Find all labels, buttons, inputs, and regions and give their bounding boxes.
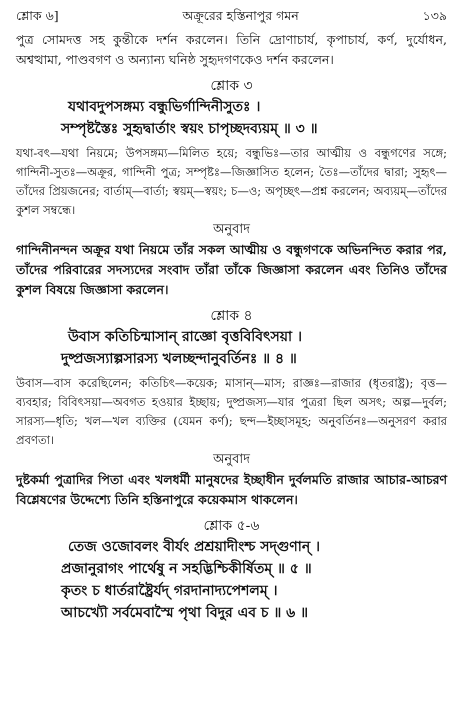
translation-text: গান্দিনীনন্দন অক্রূর যথা নিয়মে তাঁর সকল আত্মীয় ও বন্ধুগণকে অভিনন্দিত করার পর, তাঁদের পরিবারের সদস্যদের সংবাদ তাঁরা তাঁকে জিজ্ঞাসা করলেন এবং তিনিও তাঁদের কুশল বিষয়ে জিজ্ঞাসা করলেন। [16, 242, 447, 297]
verse-heading: শ্লোক ৩ [210, 78, 253, 94]
translation-text: দুষ্টকর্মা পুত্রাদির পিতা এবং খলধর্মী মানুষদের ইচ্ছাধীন দুর্বলমতি রাজার আচার-আচরণ বিশ্লেষণের উদ্দেশ্যে তিনি হস্তিনাপুরে কয়েকমাস থাকলেন। [16, 472, 447, 507]
verse-line: সম্পৃষ্টস্তৈঃ সুহৃদ্বার্তাং স্বয়ং চাপৃচ্ছদব্যয়ম্ ॥ ৩ ॥ [61, 121, 318, 137]
verse-heading: শ্লোক ৫-৬ [203, 518, 260, 534]
section-verse-5-6 [16, 516, 447, 624]
verse-line: কৃতং চ ধার্তরাষ্ট্রৈর্যদ্ গরদানাদ্যপেশলম্ । [61, 583, 278, 599]
synonyms-text: যথা-বৎ—যথা নিয়মে; উপসঙ্গম্য—মিলিত হয়ে; বন্ধুভিঃ—তার আত্মীয় ও বন্ধুগণের সঙ্গে; গান্দিনী-সুতঃ—অক্রূর, গান্দিনী পুত্র; সম্পৃষ্টঃ—জিজ্ঞাসিত হলেন; তৈঃ—তাঁদের দ্বারা; সুহৃৎ—তাঁদের প্রিয়জনের; বার্তাম্—বার্তা; স্বয়ম্—স্বয়ং; চ—ও; অপৃচ্ছৎ—প্রশ্ন করলেন; অব্যয়ম্—তাঁদের কুশল সম্বন্ধে। [16, 146, 447, 217]
synonyms-text: উবাস—বাস করেছিলেন; কতিচিৎ—কয়েক; মাসান্—মাস; রাজ্ঞঃ—রাজার (ধৃতরাষ্ট্র); বৃত্ত—ব্যবহার; বিবিৎসয়া—অবগত হওয়ার ইচ্ছায়; দুষ্প্রজস্য—যার পুত্ররা ছিল অসৎ; অল্প—দুর্বল; সারস্য—ধৃতি; খল—খল ব্যক্তির (যেমন কর্ণ); ছন্দ—ইচ্ছাসমূহ; অনুবর্তিনঃ—অনুসরণ করার প্রবণতা। [16, 376, 447, 447]
verse-line: যথাবদুপসঙ্গম্য বন্ধুভির্গান্দিনীসুতঃ । [68, 99, 261, 115]
section-verse-4 [16, 306, 447, 510]
verse-line: দুষ্প্রজস্যাল্পসারস্য খলচ্ছন্দানুবর্তিনঃ ॥ ৪ ॥ [61, 351, 297, 367]
section-verse-3 [16, 76, 447, 300]
translation-label: অনুবাদ [213, 222, 250, 237]
header-verse-ref: শ্লোক ৬] [16, 8, 59, 23]
header-page-number: ১৩৯ [422, 8, 447, 23]
verse-line: আচখ্যৌ সর্বমেবাস্মৈ পৃথা বিদুর এব চ ॥ ৬ ॥ [61, 605, 309, 621]
verse-line: উবাস কতিচিন্মাসান্ রাজ্ঞো বৃত্তবিবিৎসয়া । [68, 329, 302, 345]
header-chapter-title: অক্রূরের হস্তিনাপুর গমন [182, 8, 299, 23]
translation-label: অনুবাদ [213, 452, 250, 467]
verse-line: প্রজানুরাগং পার্থেষু ন সহদ্ভিশ্চিকীর্ষিতম্ ॥ ৫ ॥ [61, 561, 312, 577]
intro-paragraph: পুত্র সোমদত্ত সহ কুন্তীকে দর্শন করলেন। তিনি দ্রোণাচার্য, কৃপাচার্য, কর্ণ, দুর্যোধন, অশ্বত্থামা, পাণ্ডবগণ ও অন্যান্য ঘনিষ্ঠ সুহৃদগণকেও দর্শন করলেন। [16, 32, 447, 67]
verse-heading: শ্লোক ৪ [210, 308, 253, 324]
verse-line: তেজ ওজোবলং বীর্যং প্রশ্রয়াদীংশ্চ সদ্গুণান্ । [68, 539, 321, 555]
running-header [16, 8, 447, 24]
